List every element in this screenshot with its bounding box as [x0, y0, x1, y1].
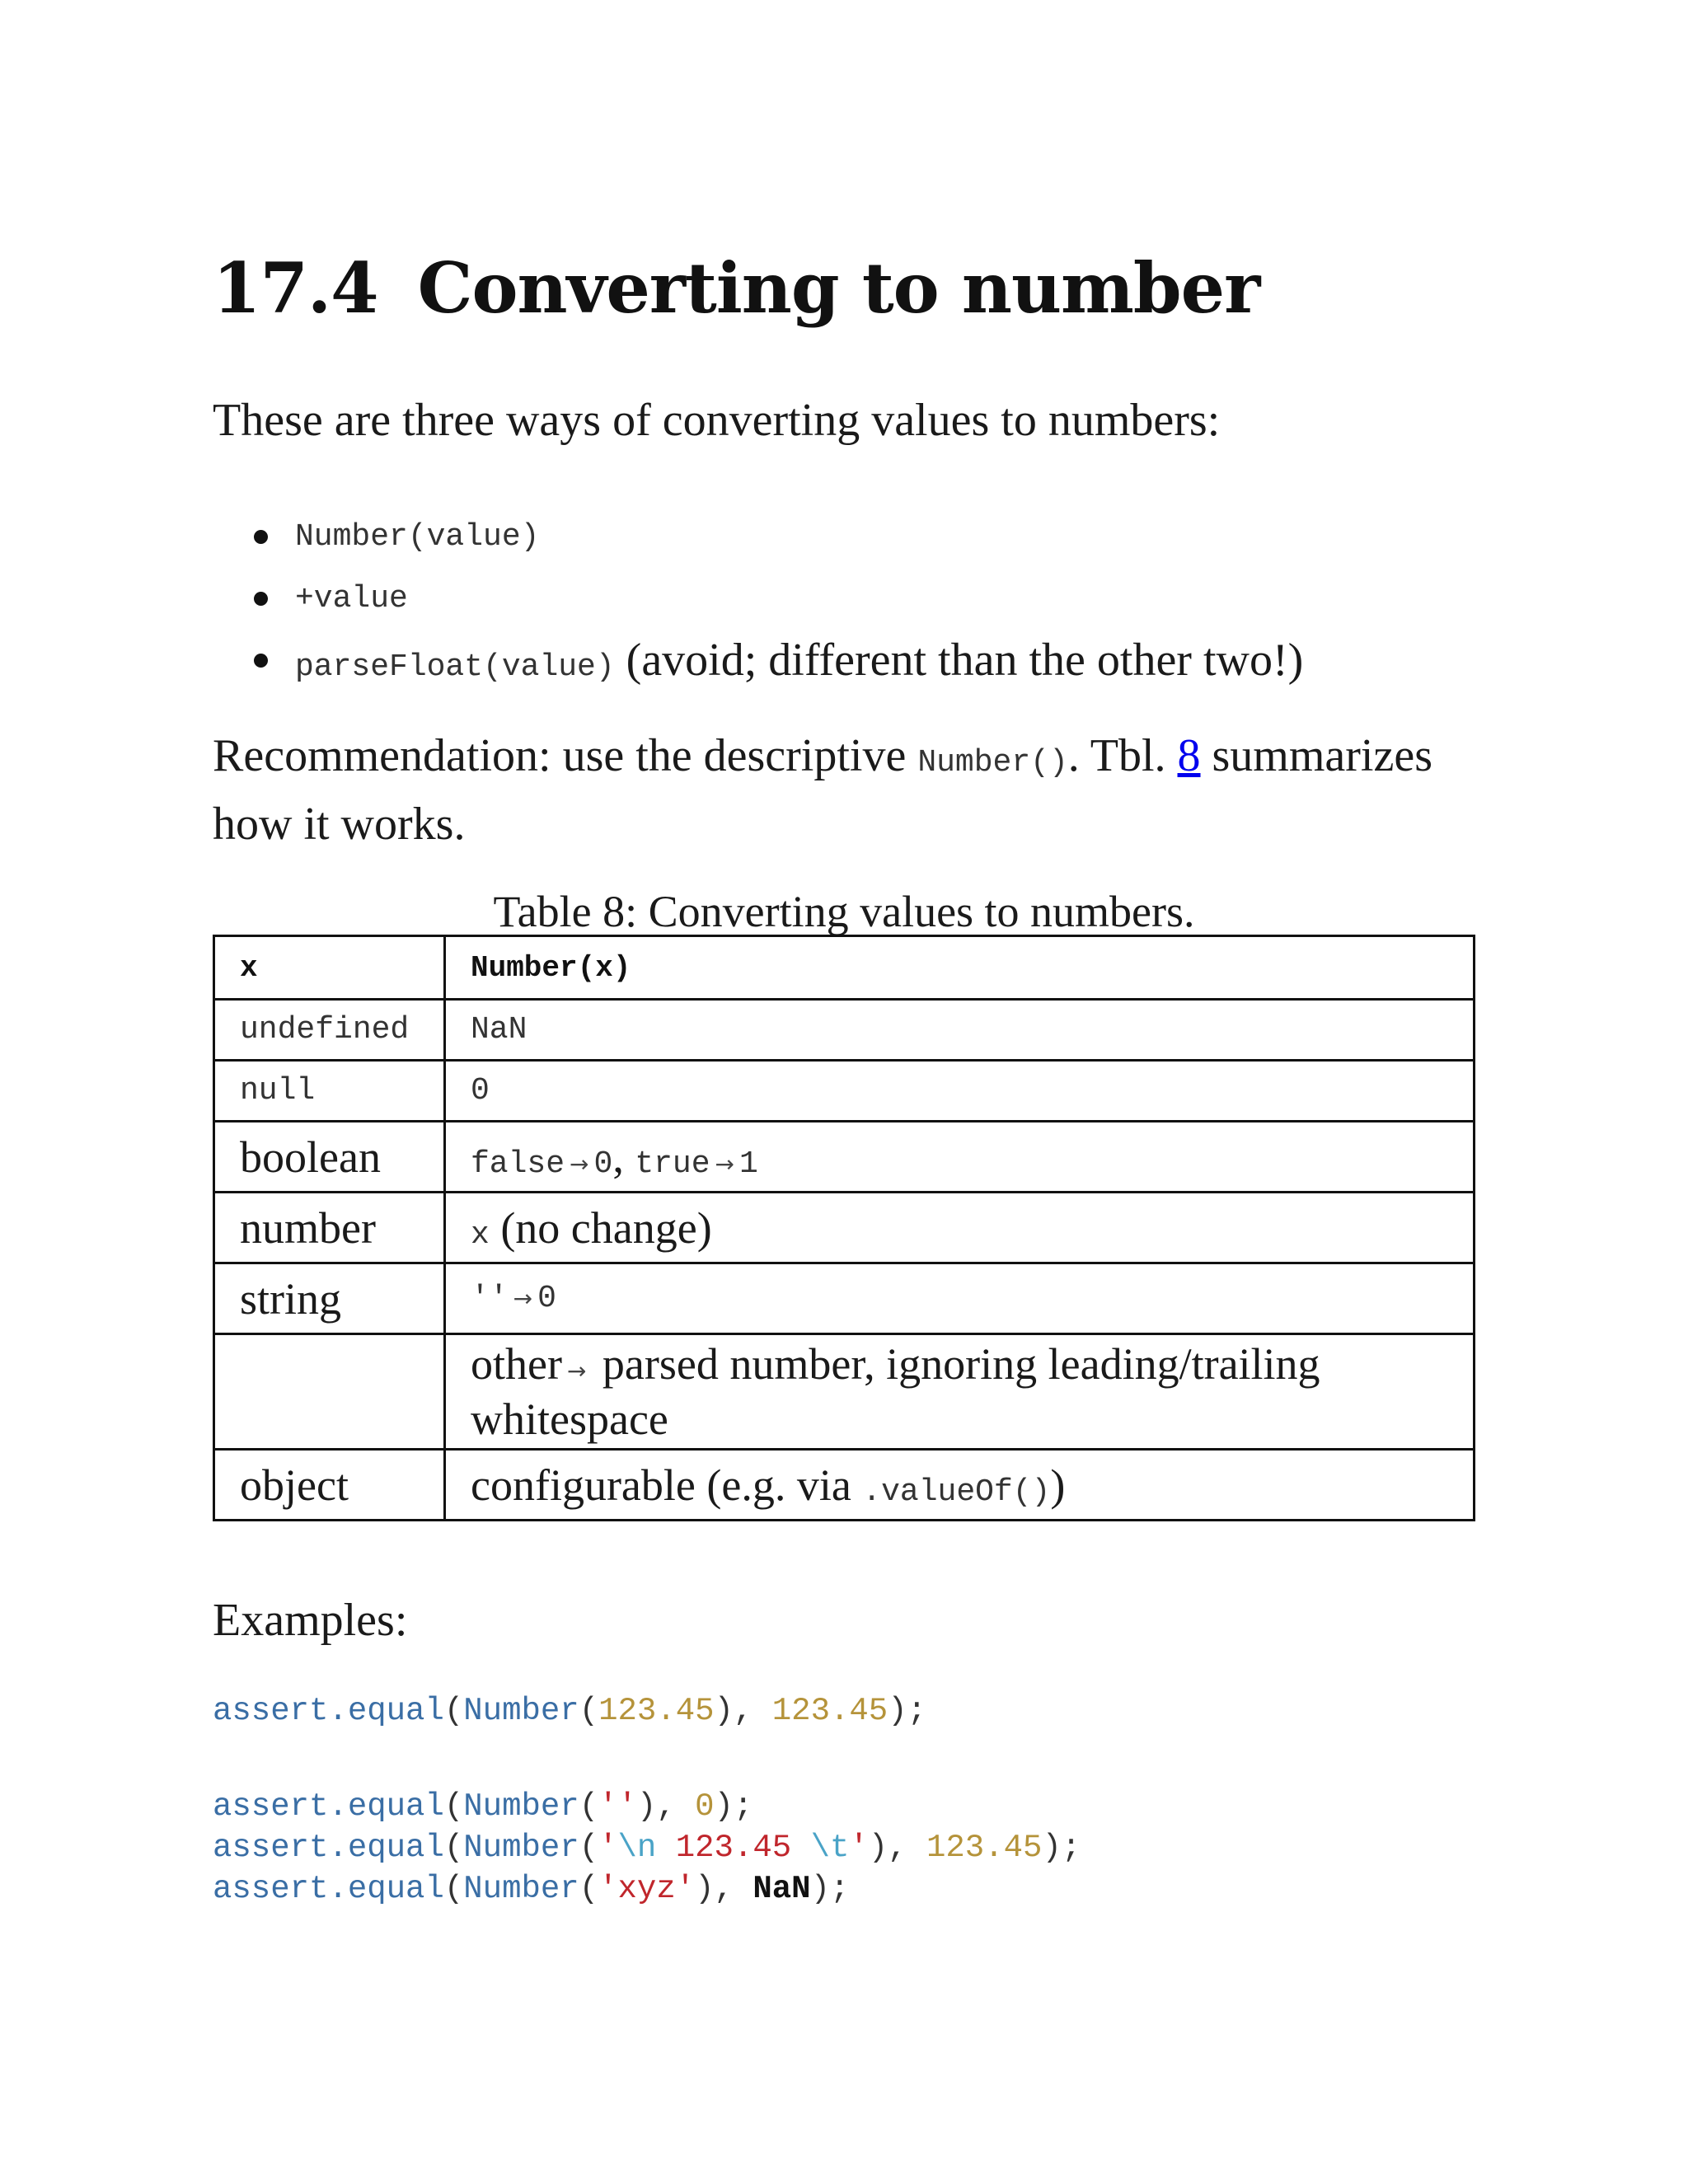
list-item-code: Number(value)	[295, 519, 540, 555]
section-title: Converting to number	[417, 247, 1260, 329]
table-header-row	[214, 936, 1475, 1000]
cell-x: object	[214, 1450, 445, 1521]
result-code: 0	[593, 1146, 613, 1182]
result-code: ''	[471, 1281, 509, 1316]
table-row	[214, 1122, 1475, 1193]
section-number: 17.4	[213, 247, 378, 329]
code-block	[213, 1786, 1081, 1910]
recommendation-text: Recommendation: use the descriptive	[213, 730, 918, 781]
column-header-x: x	[214, 936, 445, 1000]
cell-x: string	[214, 1263, 445, 1334]
conversion-methods-list	[254, 506, 1303, 691]
cell-x: number	[214, 1193, 445, 1263]
list-item-code: +value	[295, 581, 408, 616]
column-header-number-x: Number(x)	[445, 936, 1475, 1000]
arrow-icon: →	[566, 1357, 587, 1385]
section-heading	[213, 247, 1259, 329]
recommendation-paragraph	[213, 725, 1475, 855]
arrow-icon: →	[715, 1150, 734, 1178]
list-item-note: (avoid; different than the other two!)	[626, 635, 1304, 686]
table-row	[214, 1193, 1475, 1263]
recommendation-text: summarizes how it works.	[213, 730, 1432, 850]
list-item-code: parseFloat(value)	[295, 649, 615, 685]
cell-x: null	[214, 1061, 445, 1122]
cell-result	[445, 1334, 1475, 1450]
bullet-icon	[254, 530, 268, 544]
arrow-icon: →	[513, 1285, 533, 1312]
result-text: (no change)	[489, 1202, 712, 1253]
table-row	[214, 1263, 1475, 1334]
result-code: 0	[537, 1281, 556, 1316]
table-reference-link[interactable]: 8	[1177, 730, 1201, 781]
table-row	[214, 1061, 1475, 1122]
recommendation-text: . Tbl.	[1067, 730, 1178, 781]
result-separator: ,	[612, 1132, 635, 1182]
cell-result	[445, 1193, 1475, 1263]
cell-x: undefined	[214, 1000, 445, 1061]
cell-x: boolean	[214, 1122, 445, 1193]
result-text: configurable (e.g. via	[471, 1460, 863, 1510]
cell-result	[445, 1122, 1475, 1193]
table-row	[214, 1000, 1475, 1061]
cell-x	[214, 1334, 445, 1450]
code-line: assert.equal(Number(''), 0);	[213, 1788, 753, 1825]
code-line: assert.equal(Number(123.45), 123.45);	[213, 1693, 927, 1729]
result-code: x	[471, 1216, 490, 1253]
arrow-icon: →	[570, 1150, 589, 1178]
bullet-icon	[254, 654, 268, 668]
recommendation-code: Number()	[917, 745, 1068, 780]
table-row	[214, 1450, 1475, 1521]
result-text: )	[1050, 1460, 1066, 1510]
list-item	[254, 630, 1303, 691]
table-row	[214, 1334, 1475, 1450]
table-caption: Table 8: Converting values to numbers.	[493, 887, 1195, 936]
result-code: true	[635, 1146, 710, 1182]
cell-result: NaN	[445, 1000, 1475, 1061]
result-code: false	[471, 1146, 565, 1182]
code-line: assert.equal(Number('\n 123.45 \t'), 123.45);	[213, 1830, 1081, 1866]
code-block	[213, 1690, 926, 1732]
cell-result: 0	[445, 1061, 1475, 1122]
result-text: other	[471, 1339, 562, 1389]
code-line: assert.equal(Number('xyz'), NaN);	[213, 1871, 850, 1907]
result-code: 1	[739, 1146, 758, 1182]
conversion-table	[213, 935, 1475, 1521]
cell-result	[445, 1263, 1475, 1334]
examples-label: Examples:	[213, 1595, 408, 1646]
bullet-icon	[254, 592, 268, 606]
list-item	[254, 506, 1303, 568]
result-code: .valueOf()	[862, 1474, 1051, 1510]
intro-paragraph: These are three ways of converting values to numbers:	[213, 395, 1221, 446]
cell-result	[445, 1450, 1475, 1521]
result-text: parsed number, ignoring leading/trailing whitespace	[471, 1339, 1320, 1444]
list-item	[254, 568, 1303, 630]
